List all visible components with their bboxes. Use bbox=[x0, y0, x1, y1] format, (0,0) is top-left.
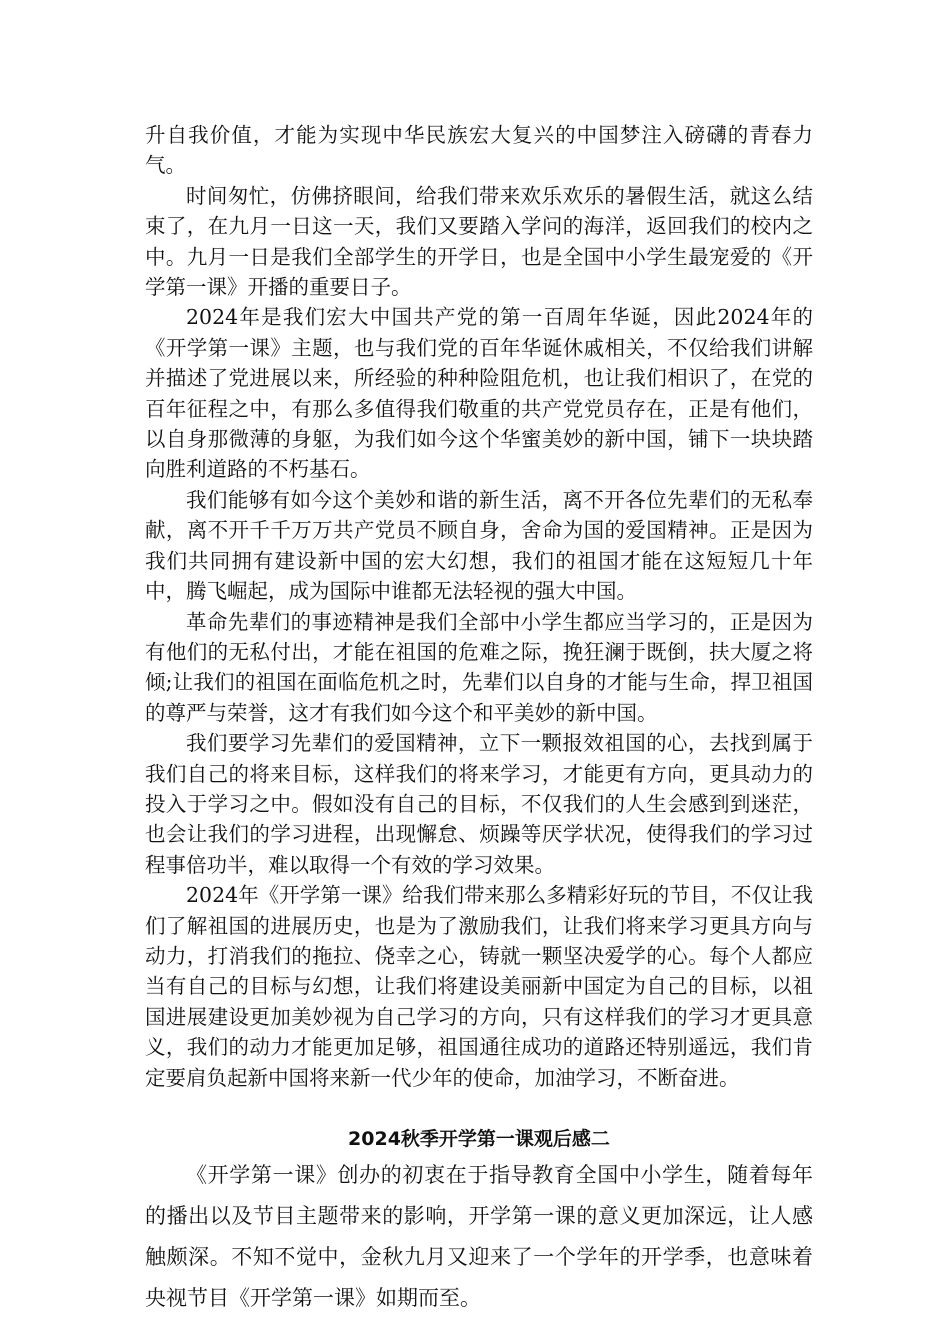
document-page bbox=[145, 120, 813, 1319]
section-spacer bbox=[145, 1093, 813, 1115]
section-title: 2024秋季开学第一课观后感二 bbox=[348, 1128, 610, 1150]
paragraph: 时间匆忙，仿佛挤眼间，给我们带来欢乐欢乐的暑假生活，就这么结束了，在九月一日这一天，我们又要踏入学问的海洋，返回我们的校内之中。九月一日是我们全部学生的开学日，也是全国中小学生最宠爱的《开学第一课》开播的重要日子。 bbox=[145, 183, 813, 300]
paragraph: 2024年是我们宏大中国共产党的第一百周年华诞，因此2024年的《开学第一课》主题，也与我们党的百年华诞休戚相关，不仅给我们讲解并描述了党进展以来，所经验的种种险阻危机，也让我们相识了，在党的百年征程之中，有那么多值得我们敬重的共产党党员存在，正是有他们，以自身那微薄的身躯，为我们如今这个华蜜美妙的新中国，铺下一块块踏向胜利道路的不朽基石。 bbox=[145, 305, 813, 482]
paragraph: 革命先辈们的事迹精神是我们全部中小学生都应当学习的，正是因为有他们的无私付出，才能在祖国的危难之际，挽狂澜于既倒，扶大厦之将倾;让我们的祖国在面临危机之时，先辈们以自身的才能与生命，捍卫祖国的尊严与荣誉，这才有我们如今这个和平美妙的新中国。 bbox=[145, 609, 813, 725]
section-paragraph: 《开学第一课》创办的初衷在于指导教育全国中小学生，随着每年的播出以及节目主题带来的影响，开学第一课的意义更加深远，让人感触颇深。不知不觉中，金秋九月又迎来了一个学年的开学季，也意味着央视节目《开学第一课》如期而至。 bbox=[145, 1163, 813, 1310]
paragraph: 2024年《开学第一课》给我们带来那么多精彩好玩的节目，不仅让我们了解祖国的进展历史，也是为了激励我们，让我们将来学习更具方向与动力，打消我们的拖拉、侥幸之心，铸就一颗坚决爱学的心。每个人都应当有自己的目标与幻想，让我们将建设美丽新中国定为自己的目标，以祖国进展建设更加美妙视为自己学习的方向，只有这样我们的学习才更具意义，我们的动力才能更加足够，祖国通往成功的道路还特别遥远，我们肯定要肩负起新中国将来新一代少年的使命，加油学习，不断奋进。 bbox=[145, 883, 813, 1090]
paragraph: 我们能够有如今这个美妙和谐的新生活，离不开各位先辈们的无私奉献，离不开千千万万共产党员不顾自身，舍命为国的爱国精神。正是因为我们共同拥有建设新中国的宏大幻想，我们的祖国才能在这短短几十年中，腾飞崛起，成为国际中谁都无法轻视的强大中国。 bbox=[145, 487, 813, 604]
paragraph-continuation: 升自我价值，才能为实现中华民族宏大复兴的中国梦注入磅礴的青春力气。 bbox=[145, 123, 813, 178]
paragraph: 我们要学习先辈们的爱国精神，立下一颗报效祖国的心，去找到属于我们自己的将来目标，这样我们的将来学习，才能更有方向，更具动力的投入于学习之中。假如没有自己的目标，不仅我们的人生会感到到迷茫，也会让我们的学习进程，出现懈怠、烦躁等厌学状况，使得我们的学习过程事倍功半，难以取得一个有效的学习效果。 bbox=[145, 731, 813, 877]
